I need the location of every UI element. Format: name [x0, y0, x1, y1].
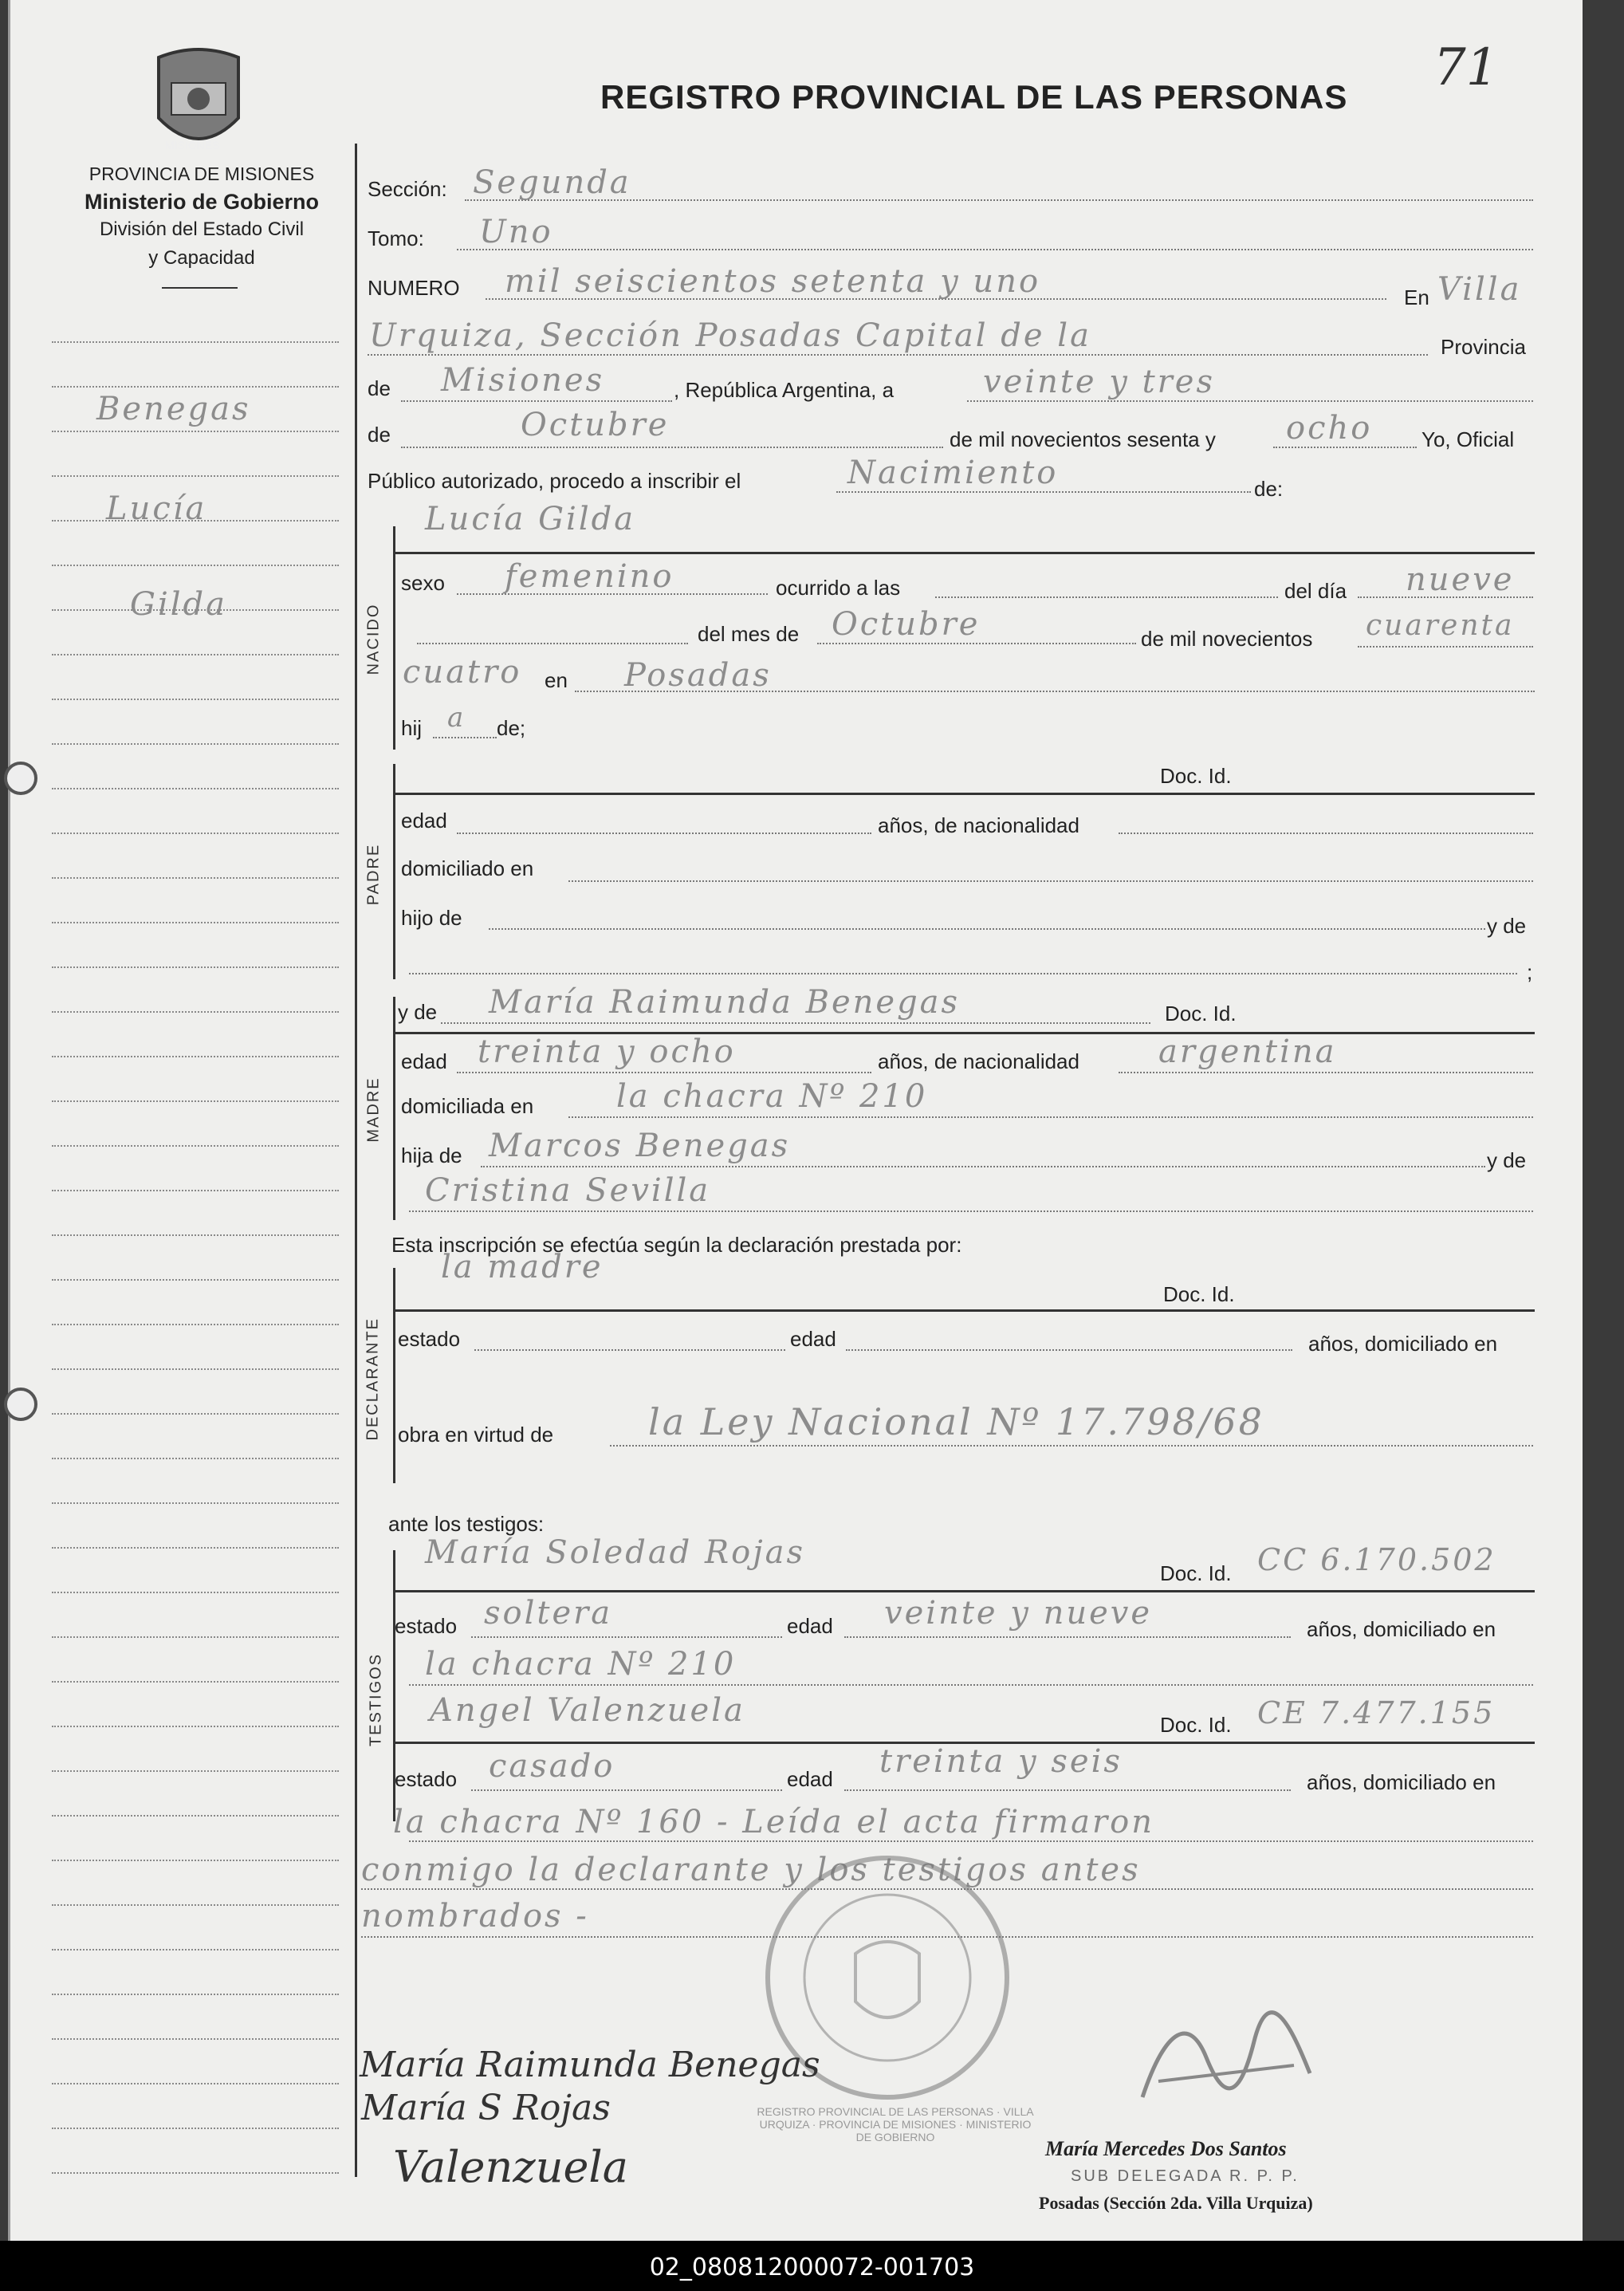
label-estado-declarante: estado: [398, 1327, 461, 1351]
value-ley: la Ley Nacional Nº 17.798/68: [648, 1400, 1264, 1443]
page-number: 71: [1433, 38, 1499, 97]
label-dom-declarante: años, domiciliado en: [1308, 1332, 1498, 1356]
value-nombre: Lucía Gilda: [425, 501, 636, 537]
value-tomo: Uno: [479, 214, 553, 250]
label-en-lugar: en: [545, 668, 568, 692]
margin-surname: Benegas: [96, 391, 251, 427]
official-title: SUB DELEGADA R. P. P.: [1071, 2167, 1300, 2185]
label-mil-nov: de mil novecientos: [1141, 627, 1313, 651]
signature-testigo1: María S Rojas: [361, 2088, 611, 2128]
value-madre-edad: treinta y ocho: [478, 1033, 736, 1070]
value-testigo2-estado: casado: [489, 1748, 615, 1785]
label-edad-padre: edad: [401, 809, 447, 833]
label-domiciliada: domiciliada en: [401, 1094, 534, 1118]
official-signature: [1134, 2010, 1318, 2113]
label-estado-testigo2: estado: [395, 1767, 458, 1791]
label-doc-id-declarante: Doc. Id.: [1163, 1282, 1235, 1306]
label-de-2: de: [368, 423, 391, 447]
signature-declarante: María Raimunda Benegas: [360, 2045, 820, 2085]
label-seccion: Sección:: [368, 177, 447, 201]
value-anio: ocho: [1286, 410, 1373, 447]
stamp-text: REGISTRO PROVINCIAL DE LAS PERSONAS · VILLA URQUIZA · PROVINCIA DE MISIONES · MINISTERIO DE GOBIERNO: [757, 2105, 1034, 2143]
value-testigo2-edad: treinta y seis: [879, 1743, 1123, 1780]
section-label-nacido: NACIDO: [364, 603, 383, 675]
label-y-de-madre: y de: [398, 1000, 438, 1024]
value-testigo2-doc: CE 7.477.155: [1257, 1695, 1496, 1730]
label-doc-id-testigo1: Doc. Id.: [1160, 1561, 1232, 1585]
label-domiciliado-padre: domiciliado en: [401, 856, 534, 880]
value-testigo2: Angel Valenzuela: [430, 1692, 745, 1729]
value-madre-dom: la chacra Nº 210: [616, 1078, 928, 1115]
label-edad-madre: edad: [401, 1049, 447, 1073]
label-de-colon: de:: [1254, 477, 1284, 501]
label-mil-sesenta: de mil novecientos sesenta y: [950, 427, 1216, 451]
label-provincia: Provincia: [1441, 335, 1526, 359]
value-cierre-2: conmigo la declarante y los testigos antes: [361, 1852, 1141, 1888]
value-madre-nac: argentina: [1158, 1033, 1337, 1070]
value-del-mes: Octubre: [832, 606, 981, 643]
label-republica: , República Argentina, a: [674, 378, 895, 402]
margin-first-name: Lucía: [106, 490, 207, 527]
value-anio-nac-2: cuatro: [403, 654, 522, 691]
image-caption: 02_080812000072-001703: [649, 2254, 975, 2281]
label-del-mes: del mes de: [698, 622, 800, 646]
value-testigo1: María Soledad Rojas: [425, 1534, 805, 1571]
value-dia: veinte y tres: [983, 364, 1215, 400]
value-testigo1-doc: CC 6.170.502: [1257, 1542, 1496, 1577]
header-province: PROVINCIA DE MISIONES: [88, 163, 315, 184]
value-abuelo: Marcos Benegas: [489, 1128, 791, 1164]
value-del-dia: nueve: [1406, 561, 1515, 598]
value-sexo: femenino: [505, 558, 674, 595]
value-cierre-1: la chacra Nº 160 - Leída el acta firmaron: [393, 1804, 1154, 1840]
header-division-2: y Capacidad: [148, 247, 255, 269]
label-estado-testigo1: estado: [395, 1614, 458, 1638]
label-tomo: Tomo:: [368, 226, 424, 250]
value-villa: Villa: [1437, 271, 1522, 308]
label-edad-declarante: edad: [790, 1327, 836, 1351]
label-doc-id-padre: Doc. Id.: [1160, 764, 1232, 788]
label-sexo: sexo: [401, 571, 445, 595]
value-testigo1-dom: la chacra Nº 210: [425, 1646, 737, 1683]
label-edad-testigo2: edad: [787, 1767, 833, 1791]
label-doc-id-madre: Doc. Id.: [1165, 1002, 1237, 1025]
label-edad-testigo1: edad: [787, 1614, 833, 1638]
binder-ring-icon: [4, 1388, 37, 1421]
signature-scribble-icon: [1134, 2010, 1318, 2113]
value-seccion: Segunda: [473, 164, 631, 201]
value-numero: mil seiscientos setenta y uno: [505, 263, 1041, 300]
margin-second-name: Gilda: [130, 586, 227, 623]
value-hij-suffix: a: [447, 702, 466, 734]
label-hija-de: hija de: [401, 1144, 462, 1167]
label-dom-testigo2: años, domiciliado en: [1307, 1770, 1496, 1794]
label-publico: Público autorizado, procedo a inscribir el: [368, 469, 741, 493]
section-label-padre: PADRE: [364, 843, 383, 906]
label-yo-oficial: Yo, Oficial: [1421, 427, 1515, 451]
section-label-madre: MADRE: [364, 1077, 383, 1143]
label-ante-testigos: ante los testigos:: [388, 1512, 545, 1536]
label-obra-virtud: obra en virtud de: [398, 1423, 554, 1447]
value-lugar: Urquiza, Sección Posadas Capital de la: [369, 317, 1091, 354]
label-semicolon: ;: [1527, 960, 1533, 984]
official-office: Posadas (Sección 2da. Villa Urquiza): [1039, 2193, 1313, 2213]
value-acto: Nacimiento: [847, 455, 1059, 491]
section-label-testigos: TESTIGOS: [367, 1652, 385, 1747]
label-dom-testigo1: años, domiciliado en: [1307, 1617, 1496, 1641]
label-numero: NUMERO: [368, 276, 460, 300]
document-page: [8, 0, 1583, 2241]
binder-ring-icon: [4, 762, 37, 795]
value-declarante: la madre: [441, 1249, 604, 1285]
value-testigo1-estado: soltera: [484, 1595, 613, 1632]
section-label-declarante: DECLARANTE: [364, 1317, 382, 1441]
label-hijo-de: hijo de: [401, 906, 462, 930]
value-testigo1-edad: veinte y nueve: [884, 1595, 1153, 1632]
value-lugar-nac: Posadas: [624, 657, 772, 694]
emblem-label: MISIONES: [165, 139, 220, 152]
provincial-emblem: [147, 41, 250, 159]
value-abuela: Cristina Sevilla: [425, 1172, 711, 1209]
label-ocurrido: ocurrido a las: [776, 576, 901, 600]
label-en: En: [1404, 285, 1429, 309]
official-name: María Mercedes Dos Santos: [1045, 2137, 1287, 2160]
label-hij: hij: [401, 716, 423, 740]
label-y-de-padre: y de: [1487, 914, 1527, 938]
label-del-dia: del día: [1284, 579, 1347, 603]
value-cierre-3: nombrados -: [361, 1898, 589, 1935]
value-mes: Octubre: [521, 407, 670, 443]
value-provincia: Misiones: [441, 362, 605, 399]
value-madre-nombre: María Raimunda Benegas: [489, 984, 961, 1021]
header-division: División del Estado Civil: [99, 218, 305, 240]
label-esta-inscripcion: Esta inscripción se efectúa según la declaración prestada por:: [391, 1233, 962, 1257]
label-nac-madre: años, de nacionalidad: [878, 1049, 1079, 1073]
signature-testigo2: Valenzuela: [393, 2142, 628, 2192]
value-anio-nac: cuarenta: [1366, 609, 1515, 642]
label-nac-padre: años, de nacionalidad: [878, 813, 1079, 837]
label-de-semicolon: de;: [497, 716, 526, 740]
label-de: de: [368, 376, 391, 400]
label-y-de-madre-2: y de: [1487, 1148, 1527, 1172]
header-ministry: Ministerio de Gobierno: [84, 190, 320, 214]
label-doc-id-testigo2: Doc. Id.: [1160, 1713, 1232, 1737]
document-title: REGISTRO PROVINCIAL DE LAS PERSONAS: [600, 78, 1348, 116]
